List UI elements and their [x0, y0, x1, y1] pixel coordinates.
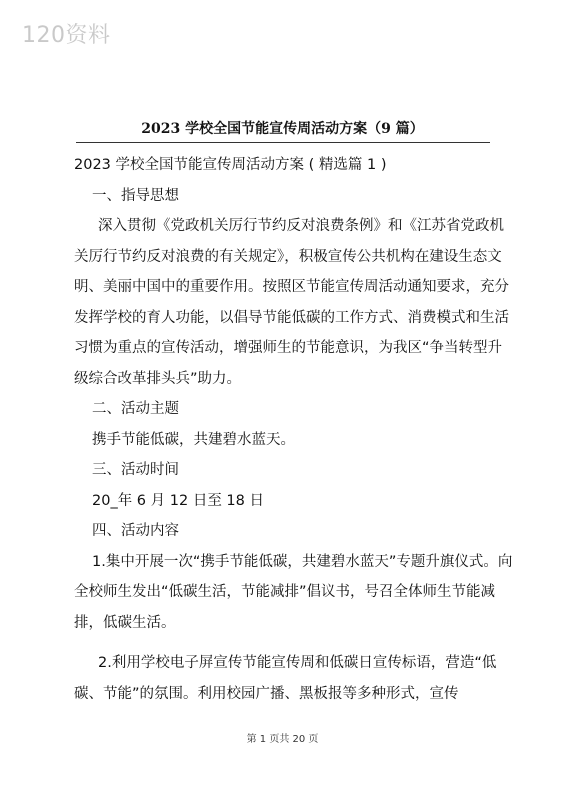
- content-item-2: 2.利用学校电子屏宣传节能宣传周和低碳日宣传标语，营造“低碳、节能”的氛围。利用校园广播、黑板报等多种形式，宣传: [74, 655, 497, 702]
- watermark-logo: 120资料: [22, 23, 111, 48]
- content-item-1: 1.集中开展一次“携手节能低碳，共建碧水蓝天”专题升旗仪式。向全校师生发出“低碳生活，节能减排”倡议书，号召全体师生节能减排，低碳生活。: [74, 553, 513, 631]
- section-heading-theme: 二、活动主题: [92, 401, 179, 417]
- section-text-time: 20_年 6 月 12 日至 18 日: [92, 492, 264, 509]
- document-title: 2023 学校全国节能宣传周活动方案（9 篇）: [141, 121, 424, 137]
- document-subtitle: 2023 学校全国节能宣传周活动方案 ( 精选篇 1 ): [74, 157, 387, 173]
- section-heading-content: 四、活动内容: [92, 523, 179, 539]
- document-body: [74, 150, 514, 709]
- section-heading-time: 三、活动时间: [92, 462, 179, 478]
- title-divider: [76, 142, 490, 143]
- page-indicator: 第 1 页共 20 页: [246, 734, 319, 745]
- section-text-theme: 携手节能低碳，共建碧水蓝天。: [92, 431, 295, 448]
- section-paragraph-guiding-ideology: 深入贯彻《党政机关厉行节约反对浪费条例》和《江苏省党政机关厉行节约反对浪费的有关规定》，积极宣传公共机构在建设生态文明、美丽中国中的重要作用。按照区节能宣传周活动通知要求，充分发挥学校的育人功能，以倡导节能低碳的工作方式、消费模式和生活习惯为重点的宣传活动，增强师生的节能意识，为我区“争当转型升级综合改革排头兵”助力。: [74, 218, 509, 387]
- section-heading-guiding-ideology: 一、指导思想: [92, 187, 179, 204]
